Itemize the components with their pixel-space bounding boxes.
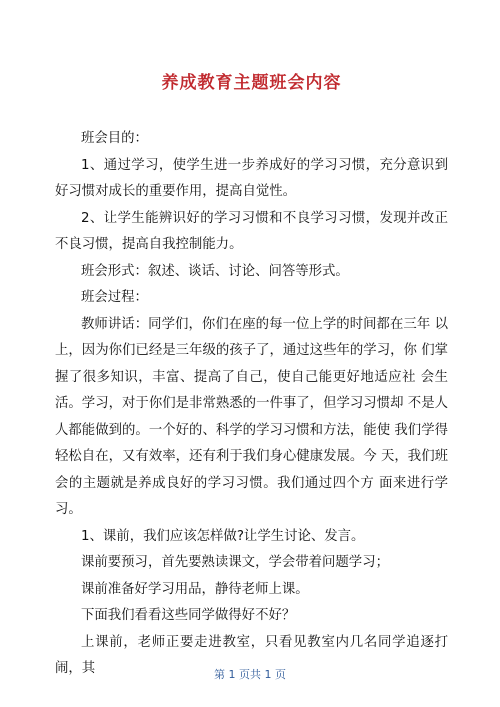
paragraph-purpose-heading: 班会目的： (81, 131, 148, 146)
paragraph-look: 下面我们看看这些同学做得好不好？ (81, 608, 296, 623)
document-title: 养成教育主题班会内容 (161, 73, 342, 93)
paragraph-process-heading: 班会过程： (81, 290, 148, 305)
paragraph-prepare: 课前准备好学习用品，静待老师上课。 (81, 581, 309, 597)
paragraph-before-class: 1、课前，我们应该怎样做?让学生讨论、发言。 (81, 528, 365, 544)
paragraph-format: 班会形式：叙述、谈话、讨论、问答等形式。 (81, 263, 349, 279)
paragraph-purpose-2: 2、让学生能辨识好的学习习惯和不良学习习惯，发现并改正 不良习惯，提高自我控制能力。 (55, 210, 448, 252)
paragraph-preview: 课前要预习，首先要熟读课文，学会带着问题学习； (81, 555, 389, 570)
page-footer: 第 1 页共 1 页 (214, 668, 286, 681)
paragraph-scenario: 上课前，老师正要走进教室，只看见教室内几名同学追逐打 闹，其 (55, 634, 448, 676)
paragraph-purpose-1: 1、通过学习，使学生进一步养成好的学习习惯，充分意识到 好习惯对成长的重要作用，提高自觉性。 (55, 157, 448, 199)
paragraph-teacher-speech: 教师讲话：同学们，你们在座的每一位上学的时间都在三年 以上，因为你们已经是三年级的孩子了，通过这些年的学习，你 们掌握了很多知识，丰富、提高了自己，使自己能更好地适应社 会生活。学习，对于你们是非常熟悉的一件事了，但学习习惯却 不是人人都能做到的。一个好的、科学的学习习惯和方法，能使 我们学得轻松自在，又有效率，还有利于我们身心健康发展。今 天，我们班会的主题就是养成良好的学习习惯。我们通过四个方 面来进行学习。 (55, 316, 448, 517)
